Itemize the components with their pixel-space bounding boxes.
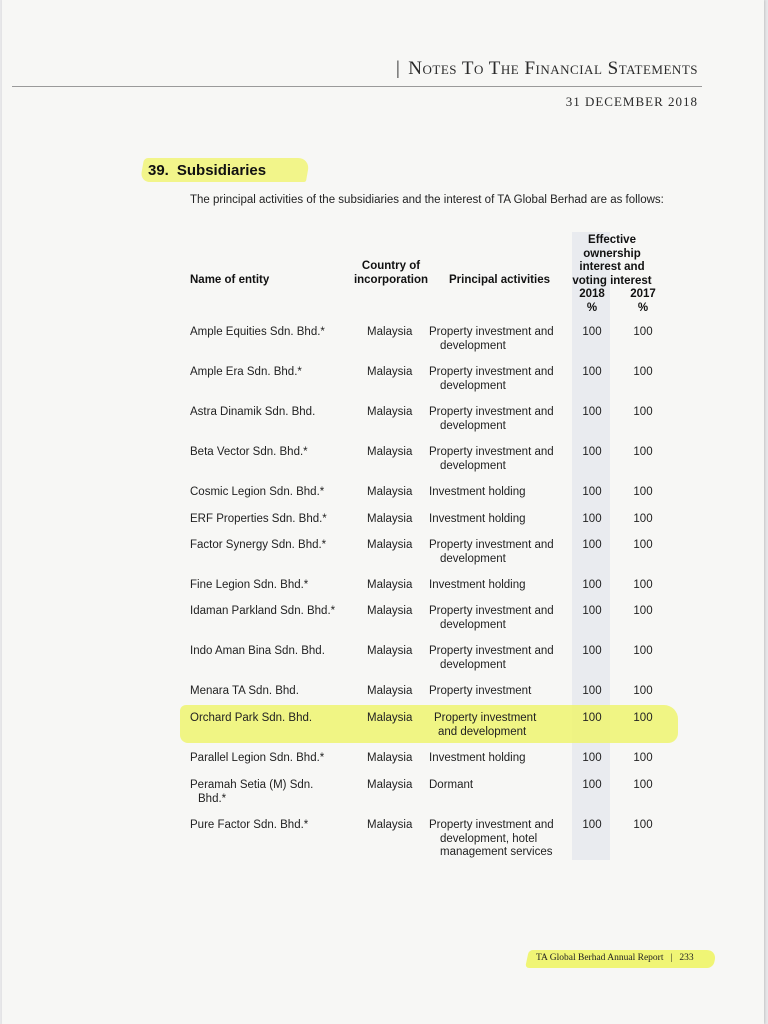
cell-activity [429, 513, 569, 527]
cell-activity-line: Property investment and [429, 406, 554, 418]
cell-interest-2018: 100 [582, 605, 602, 617]
cell-activity [429, 685, 569, 699]
cell-entity-name-line: ERF Properties Sdn. Bhd.* [190, 513, 327, 525]
cell-activity [434, 712, 574, 739]
cell-activity [429, 366, 569, 393]
cell-country: Malaysia [367, 579, 413, 591]
footer-page-number: 233 [679, 953, 694, 963]
cell-interest-2018: 100 [582, 685, 602, 697]
cell-entity-name [190, 605, 355, 619]
cell-activity-line: and development [438, 725, 527, 738]
cell-entity-name [190, 779, 355, 806]
cell-interest-2018: 100 [582, 712, 602, 724]
cell-interest-2017: 100 [633, 712, 653, 724]
cell-interest-2018: 100 [582, 486, 602, 498]
header-date: 31 DECEMBER 2018 [565, 94, 698, 109]
cell-activity-line: Dormant [429, 779, 474, 791]
cell-interest-2017: 100 [633, 539, 653, 551]
col-header-effective [562, 234, 662, 288]
cell-interest-2017: 100 [633, 605, 653, 617]
section-number: 39. [148, 162, 169, 179]
cell-activity [429, 579, 569, 593]
cell-interest-2018: 100 [582, 366, 602, 378]
cell-activity-line: management services [440, 846, 553, 858]
col-header-year-2018: 2018 [579, 288, 605, 300]
document-page [2, 0, 764, 1024]
cell-country: Malaysia [367, 605, 413, 617]
col-header-effective-line: interest and [579, 261, 645, 273]
cell-interest-2018: 100 [582, 406, 602, 418]
section-intro: The principal activities of the subsidiaries and the interest of TA Global Berhad are as follows: [190, 194, 664, 206]
cell-interest-2017: 100 [633, 366, 653, 378]
cell-activity-line: Property investment and [429, 326, 554, 338]
cell-country: Malaysia [367, 752, 413, 764]
cell-country: Malaysia [367, 406, 413, 418]
cell-activity-line: Investment holding [429, 752, 526, 764]
cell-entity-name [190, 406, 355, 420]
cell-activity-line: Property investment and [429, 446, 554, 458]
cell-entity-name-line: Cosmic Legion Sdn. Bhd.* [190, 486, 325, 498]
cell-entity-name [190, 513, 355, 527]
cell-activity-line: development [440, 658, 506, 671]
section-title-text: Subsidiaries [176, 162, 267, 179]
cell-activity-line: Property investment [434, 712, 537, 724]
col-header-unit-2018: % [586, 301, 598, 314]
cell-entity-name [190, 645, 355, 659]
header-bar: | [395, 58, 401, 79]
cell-entity-name-line: Peramah Setia (M) Sdn. [190, 779, 314, 791]
cell-interest-2017: 100 [633, 779, 653, 791]
cell-activity-line: Investment holding [429, 486, 526, 498]
section-title [148, 162, 266, 179]
header-title-text: Notes To The Financial Statements [408, 58, 698, 79]
cell-activity-line: Property investment [429, 685, 532, 697]
header-rule [12, 86, 702, 87]
cell-interest-2018: 100 [582, 446, 602, 458]
cell-entity-name [190, 486, 355, 500]
cell-activity-line: Property investment and [429, 366, 554, 378]
cell-entity-name [190, 685, 355, 699]
col-header-effective-line: voting interest [572, 274, 652, 287]
cell-interest-2018: 100 [582, 579, 602, 591]
cell-entity-name-line: Factor Synergy Sdn. Bhd.* [190, 539, 327, 551]
cell-country: Malaysia [367, 779, 413, 791]
cell-entity-name [190, 366, 355, 380]
cell-activity [429, 446, 569, 473]
cell-country: Malaysia [367, 539, 413, 551]
cell-entity-name [190, 326, 355, 340]
footer [536, 953, 694, 963]
col-header-activities: Principal activities [449, 274, 550, 286]
cell-interest-2017: 100 [633, 406, 653, 418]
col-header-name: Name of entity [190, 274, 270, 286]
footer-report: TA Global Berhad Annual Report [536, 953, 664, 963]
col-header-country-line: Country of [361, 260, 421, 272]
cell-interest-2017: 100 [633, 685, 653, 697]
cell-interest-2018: 100 [582, 779, 602, 791]
cell-interest-2018: 100 [582, 819, 602, 831]
col-header-year-2017: 2017 [630, 288, 656, 300]
cell-entity-name [190, 579, 355, 593]
cell-interest-2017: 100 [633, 819, 653, 831]
cell-entity-name-line: Idaman Parkland Sdn. Bhd.* [190, 605, 336, 617]
cell-interest-2017: 100 [633, 486, 653, 498]
cell-entity-name-line: Menara TA Sdn. Bhd. [190, 685, 299, 697]
cell-activity [429, 406, 569, 433]
cell-country: Malaysia [367, 326, 413, 338]
cell-activity [429, 539, 569, 566]
cell-activity [429, 605, 569, 632]
cell-activity-line: development [440, 419, 506, 432]
cell-activity-line: development [440, 459, 506, 472]
cell-interest-2018: 100 [582, 539, 602, 551]
cell-interest-2017: 100 [633, 513, 653, 525]
cell-entity-name [190, 752, 355, 766]
cell-entity-name-line: Fine Legion Sdn. Bhd.* [190, 579, 309, 591]
col-header-effective-line: Effective [588, 234, 636, 246]
cell-entity-name [190, 819, 355, 833]
cell-entity-name-line: Ample Era Sdn. Bhd.* [190, 366, 302, 378]
cell-country: Malaysia [367, 446, 413, 458]
cell-country: Malaysia [367, 513, 413, 525]
cell-activity [429, 645, 569, 672]
header-title [396, 58, 698, 80]
cell-activity-line: Investment holding [429, 579, 526, 591]
col-header-2018 [575, 288, 609, 315]
cell-interest-2018: 100 [582, 513, 602, 525]
cell-interest-2017: 100 [633, 752, 653, 764]
cell-activity-line: Property investment and [429, 819, 554, 831]
cell-entity-name [190, 539, 355, 553]
cell-country: Malaysia [367, 486, 413, 498]
cell-interest-2018: 100 [582, 752, 602, 764]
cell-entity-name-line: Parallel Legion Sdn. Bhd.* [190, 752, 325, 764]
cell-activity-line: development [440, 339, 506, 352]
cell-entity-name-line: Beta Vector Sdn. Bhd.* [190, 446, 308, 458]
cell-activity [429, 752, 569, 766]
col-header-effective-line: ownership [583, 247, 641, 260]
cell-activity-line: Property investment and [429, 645, 554, 657]
cell-entity-name [190, 446, 355, 460]
col-header-2017 [626, 288, 660, 315]
cell-interest-2018: 100 [582, 645, 602, 657]
cell-interest-2017: 100 [633, 645, 653, 657]
cell-country: Malaysia [367, 819, 413, 831]
cell-activity [429, 486, 569, 500]
cell-activity-line: development, hotel [440, 832, 538, 845]
cell-entity-name-line: Bhd.* [198, 792, 227, 805]
cell-entity-name [190, 712, 355, 726]
cell-entity-name-line: Orchard Park Sdn. Bhd. [190, 712, 313, 724]
cell-country: Malaysia [367, 712, 413, 724]
cell-activity-line: Property investment and [429, 605, 554, 617]
cell-activity [429, 819, 569, 860]
col-header-unit-2017: % [637, 301, 649, 314]
cell-activity-line: development [440, 618, 506, 631]
cell-activity [429, 779, 569, 793]
cell-interest-2017: 100 [633, 579, 653, 591]
cell-country: Malaysia [367, 645, 413, 657]
col-header-country-line: incorporation [353, 273, 429, 286]
cell-activity-line: Investment holding [429, 513, 526, 525]
cell-activity [429, 326, 569, 353]
col-header-country [350, 260, 432, 287]
cell-interest-2017: 100 [633, 446, 653, 458]
cell-activity-line: Property investment and [429, 539, 554, 551]
cell-interest-2018: 100 [582, 326, 602, 338]
cell-activity-line: development [440, 552, 506, 565]
cell-country: Malaysia [367, 366, 413, 378]
cell-interest-2017: 100 [633, 326, 653, 338]
cell-entity-name-line: Ample Equities Sdn. Bhd.* [190, 326, 325, 338]
cell-entity-name-line: Pure Factor Sdn. Bhd.* [190, 819, 309, 831]
footer-separator: | [670, 953, 673, 963]
cell-entity-name-line: Indo Aman Bina Sdn. Bhd. [190, 645, 325, 657]
cell-entity-name-line: Astra Dinamik Sdn. Bhd. [190, 406, 316, 418]
cell-activity-line: development [440, 379, 506, 392]
cell-country: Malaysia [367, 685, 413, 697]
